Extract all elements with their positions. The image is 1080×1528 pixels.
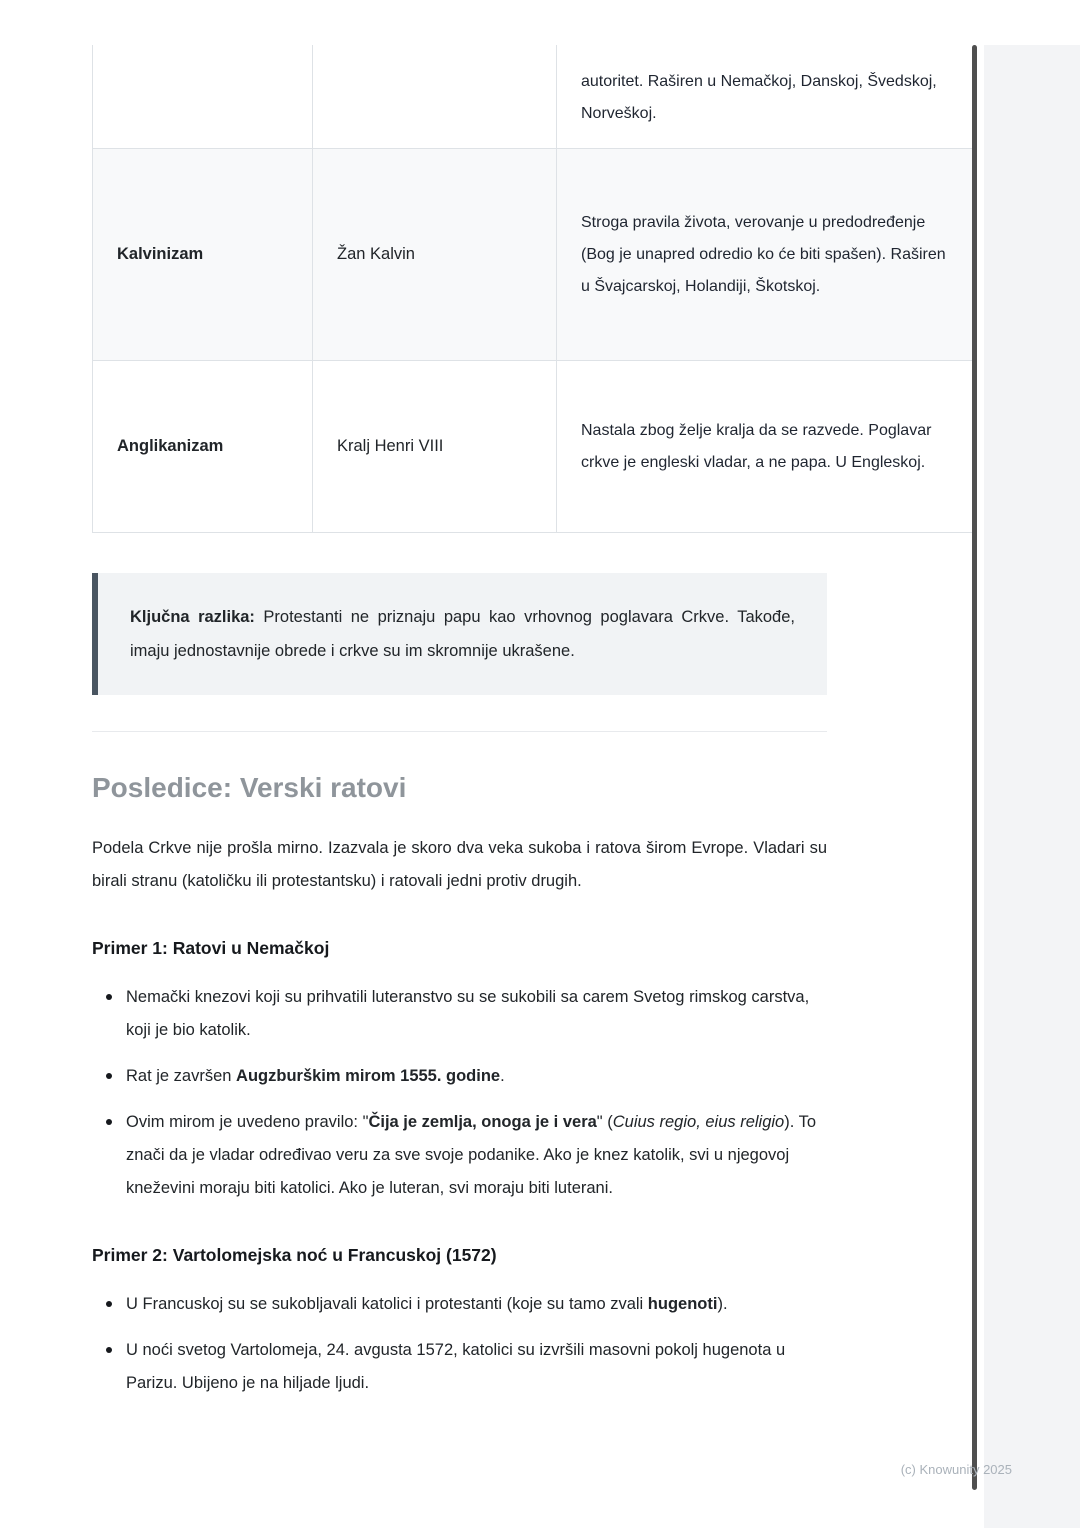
denomination-founder-cell: Kralj Henri VIII	[313, 361, 557, 533]
example2-bullet-list	[92, 1288, 827, 1400]
denomination-founder-cell: Žan Kalvin	[313, 149, 557, 361]
key-difference-callout: Ključna razlika: Protestanti ne priznaju papu kao vrhovnog poglavara Crkve. Takođe, imaju jednostavnije obrede i crkve su im skromnije ukrašene.	[92, 573, 827, 695]
denomination-desc-cell: autoritet. Raširen u Nemačkoj, Danskoj, Švedskoj, Norveškoj.	[557, 45, 975, 149]
table-row-kalvinizam	[93, 149, 975, 361]
list-item: Rat je završen Augzburškim mirom 1555. godine.	[106, 1060, 827, 1093]
denomination-name-cell	[93, 45, 313, 149]
list-item: U Francuskoj su se sukobljavali katolici i protestanti (koje su tamo zvali hugenoti).	[106, 1288, 827, 1321]
list-item: U noći svetog Vartolomeja, 24. avgusta 1572, katolici su izvršili masovni pokolj hugenota u Parizu. Ubijeno je na hiljade ljudi.	[106, 1334, 827, 1400]
denomination-founder-cell	[313, 45, 557, 149]
example2-heading: Primer 2: Vartolomejska noć u Francuskoj (1572)	[92, 1245, 497, 1265]
denomination-name-cell: Anglikanizam	[93, 361, 313, 533]
scrollbar-thumb[interactable]	[972, 45, 977, 1490]
example1-bullet-list	[92, 981, 827, 1205]
list-item: Nemački knezovi koji su prihvatili luteranstvo su se sukobili sa carem Svetog rimskog carstva, koji je bio katolik.	[106, 981, 827, 1047]
intro-paragraph: Podela Crkve nije prošla mirno. Izazvala je skoro dva veka sukoba i ratova širom Evrope. Vladari su birali stranu (katoličku ili protestantsku) i ratovali jedni protiv drugih.	[92, 839, 827, 890]
section-title: Posledice: Verski ratovi	[92, 772, 407, 803]
copyright-watermark: (c) Knowunity 2025	[900, 1462, 1012, 1477]
list-item: Ovim mirom je uvedeno pravilo: "Čija je zemlja, onoga je i vera" (Cuius regio, eius religio). To znači da je vladar određivao veru za sve svoje podanike. Ako je knez katolik, svi u njegovoj kneževini moraju biti katolici. Ako je luteran, svi moraju biti luterani.	[106, 1106, 827, 1205]
example1-heading: Primer 1: Ratovi u Nemačkoj	[92, 938, 330, 958]
denominations-table	[92, 45, 975, 533]
table-row-cut	[93, 45, 975, 149]
denomination-name-cell: Kalvinizam	[93, 149, 313, 361]
right-gutter	[984, 45, 1080, 1528]
denomination-desc-cell: Stroga pravila života, verovanje u predodređenje (Bog je unapred odredio ko će biti spašen). Raširen u Švajcarskoj, Holandiji, Škotskoj.	[557, 149, 975, 361]
table-row-anglikanizam	[93, 361, 975, 533]
document-content	[92, 45, 946, 1413]
section-divider	[92, 731, 827, 732]
denomination-desc-cell: Nastala zbog želje kralja da se razvede. Poglavar crkve je engleski vladar, a ne papa. U Engleskoj.	[557, 361, 975, 533]
